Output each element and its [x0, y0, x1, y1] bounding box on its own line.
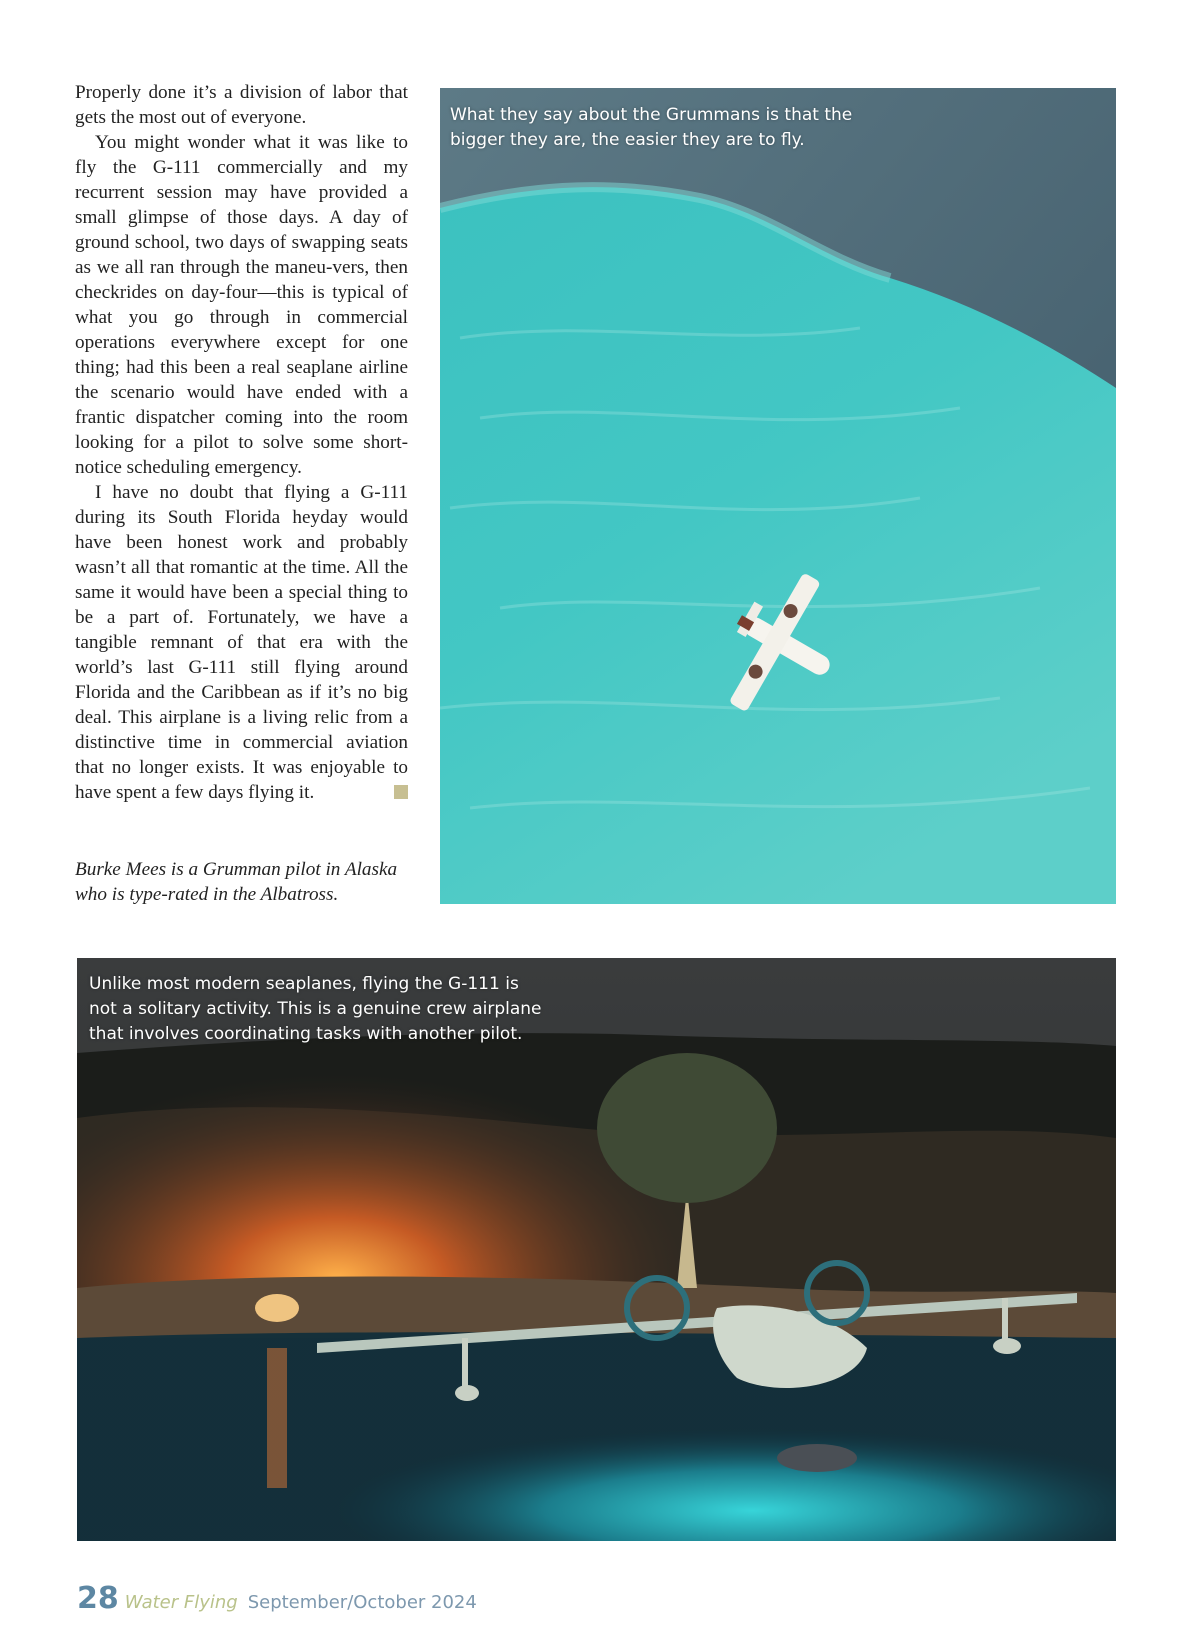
paragraph-1: Properly done it’s a division of labor that gets the most out of everyone.: [75, 82, 408, 128]
end-of-article-mark: [394, 785, 408, 799]
page-number: 28: [77, 1581, 119, 1616]
aerial-seaplane-image: [440, 88, 1116, 904]
night-beach-photo: [77, 958, 1116, 1541]
bottom-photo-caption: Unlike most modern seaplanes, flying the G-111 is not a solitary activity. This is a genuine crew airplane that involves coordinating tasks with another pilot.: [89, 974, 542, 1044]
aerial-seaplane-photo: [440, 88, 1116, 904]
magazine-name: Water Flying: [124, 1592, 238, 1613]
issue-date: September/October 2024: [247, 1592, 477, 1613]
paragraph-3: [75, 480, 408, 805]
article-body: [75, 80, 408, 805]
paragraph-2: You might wonder what it was like to fly the G-111 commercially and my recurrent session may have provided a small glimpse of those days. A day of ground school, two days of swapping seats as we all ran through the maneu-vers, then checkrides on day-four—this is typical of what you go through in commercial operations everywhere except for one thing; had this been a real seaplane airline the scenario would have ended with a frantic dispatcher coming into the room looking for a pilot to solve some short-notice scheduling emergency.: [75, 132, 408, 478]
author-bio: Burke Mees is a Grumman pilot in Alaska who is type-rated in the Albatross.: [75, 859, 398, 905]
top-photo-caption: What they say about the Grummans is that the bigger they are, the easier they are to fly.: [450, 105, 853, 150]
paragraph-3-text: I have no doubt that flying a G-111 during its South Florida heyday would have been honest work and probably wasn’t all that romantic at the time. All the same it would have been a special thing to be a part of. Fortunately, we have a tangible remnant of that era with the world’s last G-111 still flying around Florida and the Caribbean as if it’s no big deal. This airplane is a living relic from a distinctive time in commercial aviation that no longer exists. It was enjoyable to have spent a few days flying it.: [75, 482, 408, 803]
page-footer: [77, 1581, 477, 1621]
